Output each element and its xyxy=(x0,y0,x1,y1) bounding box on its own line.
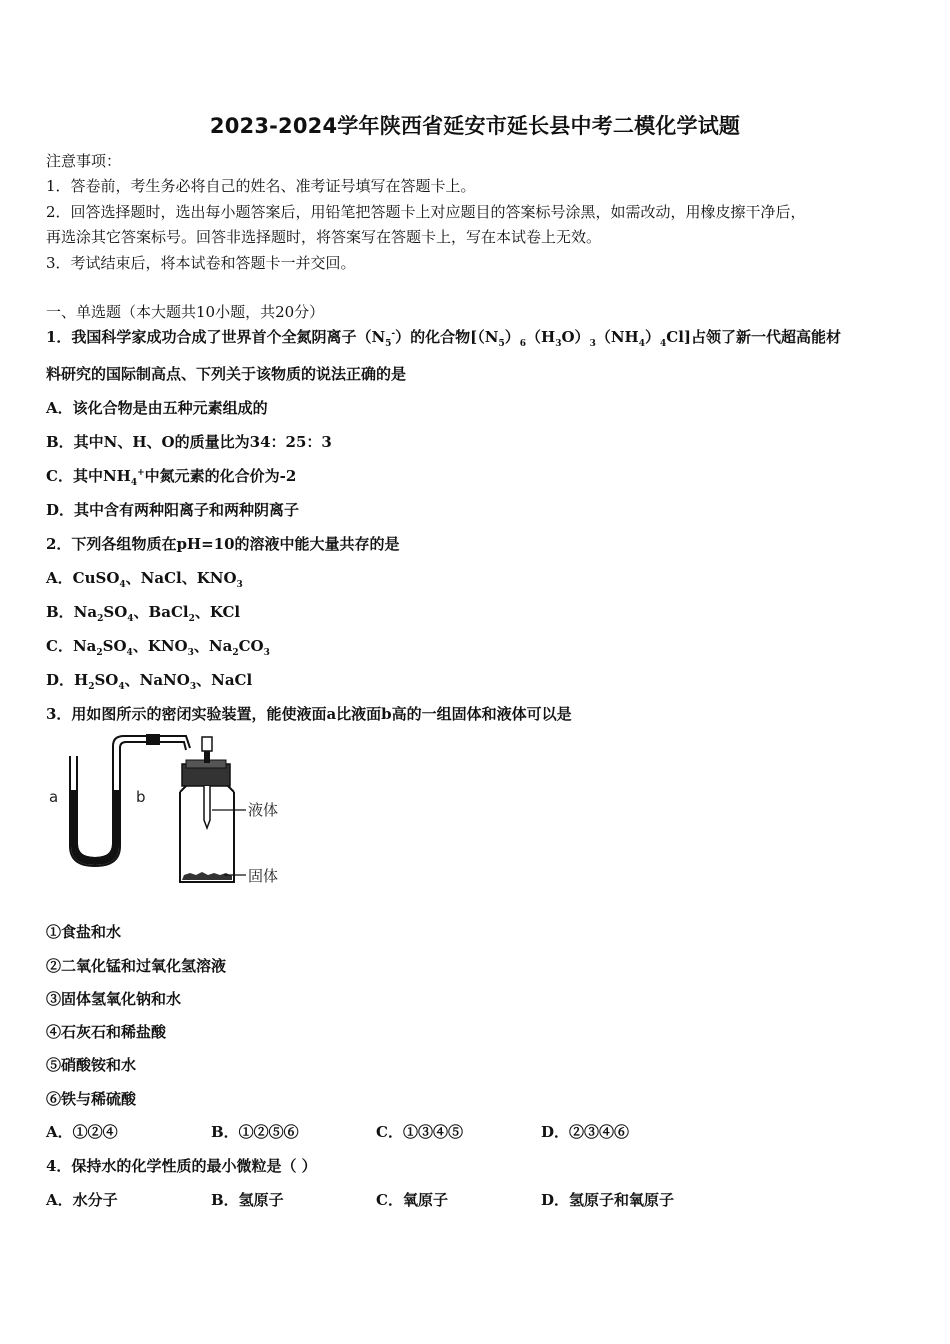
q1-option-d: D．其中含有两种阳离子和两种阴离子 xyxy=(46,501,300,519)
dropper-top xyxy=(202,737,212,751)
q3-stem: 3．用如图所示的密闭实验装置，能使液面a比液面b高的一组固体和液体可以是 xyxy=(46,705,572,723)
apparatus-figure xyxy=(46,734,296,889)
q3-option-b: B．①②⑤⑥ xyxy=(211,1123,299,1141)
q3-option-c: C．①③④⑤ xyxy=(376,1123,463,1141)
q1-stem-line2: 料研究的国际制高点、下列关于该物质的说法正确的是 xyxy=(46,365,407,383)
notice-item-2: 2．回答选择题时，选出每小题答案后，用铅笔把答题卡上对应题目的答案标号涂黑，如需改动，用橡皮擦干净后， xyxy=(46,203,806,221)
q4-stem: 4．保持水的化学性质的最小微粒是（ ） xyxy=(46,1157,317,1175)
dropper-tube xyxy=(204,786,210,828)
q3-choice-3: ③固体氢氧化钠和水 xyxy=(46,990,182,1008)
q3-choice-6: ⑥铁与稀硫酸 xyxy=(46,1090,137,1108)
notice-item-1: 1．答卷前，考生务必将自己的姓名、准考证号填写在答题卡上。 xyxy=(46,177,476,195)
q3-choice-2: ②二氧化锰和过氧化氢溶液 xyxy=(46,957,227,975)
q2-stem: 2．下列各组物质在pH=10的溶液中能大量共存的是 xyxy=(46,535,400,553)
connecting-tube-inner xyxy=(113,736,178,756)
q3-option-a: A．①②④ xyxy=(46,1123,118,1141)
q4-option-a: A．水分子 xyxy=(46,1191,118,1209)
u-tube-inner xyxy=(77,756,113,858)
tube-bend xyxy=(178,736,190,750)
page-title: 2023-2024学年陕西省延安市延长县中考二模化学试题 xyxy=(209,114,741,138)
q2-option-c: C．$Na_2SO_4$、$KNO_3$、$Na_2CO_3$ xyxy=(46,637,270,658)
q2-option-d: D．$H_2SO_4$、NaNO$_3$、NaCl xyxy=(46,671,253,692)
q1-option-c: C．其中$NH_4^+$中氮元素的化合价为-2 xyxy=(46,467,297,488)
notice-item-3: 3．考试结束后，将本试卷和答题卡一并交回。 xyxy=(46,254,356,272)
tube-joint xyxy=(146,734,160,745)
label-liquid: 液体 xyxy=(248,801,279,819)
notice-item-2-cont: 再选涂其它答案标号。回答非选择题时，将答案写在答题卡上，写在本试卷上无效。 xyxy=(46,228,602,246)
q1-option-b: B．其中N、H、O的质量比为34：25：3 xyxy=(46,433,332,451)
q3-choice-1: ①食盐和水 xyxy=(46,923,122,941)
q2-option-b: B．$Na_2SO_4$、BaCl$_2$、KCl xyxy=(46,603,241,624)
apparatus-diagram xyxy=(46,734,296,889)
q3-choice-4: ④石灰石和稀盐酸 xyxy=(46,1023,167,1041)
u-tube-liquid xyxy=(71,790,119,865)
q4-option-c: C．氧原子 xyxy=(376,1191,448,1209)
dropper-stem xyxy=(204,751,210,763)
section-heading: 一、单选题（本大题共10小题，共20分） xyxy=(46,303,325,321)
q3-choice-5: ⑤硝酸铵和水 xyxy=(46,1056,137,1074)
notice-heading: 注意事项： xyxy=(46,152,122,170)
q2-option-a: A．CuSO$_4$、NaCl、$KNO_3$ xyxy=(46,569,243,590)
label-b: b xyxy=(136,788,146,806)
q3-option-d: D．②③④⑥ xyxy=(541,1123,630,1141)
solid-in-bottle xyxy=(182,872,232,880)
label-a: a xyxy=(49,788,59,806)
q4-option-b: B．氢原子 xyxy=(211,1191,284,1209)
q1-stem-line1: 1．我国科学家成功合成了世界首个全氮阴离子$(N_5^-)$的化合物$[(N_5)_6(H_3O)_3(NH_4)_4Cl]$占领了新一代超高能材 xyxy=(46,328,842,349)
label-solid: 固体 xyxy=(248,867,279,885)
q4-option-d: D．氢原子和氧原子 xyxy=(541,1191,675,1209)
q1-option-a: A．该化合物是由五种元素组成的 xyxy=(46,399,268,417)
